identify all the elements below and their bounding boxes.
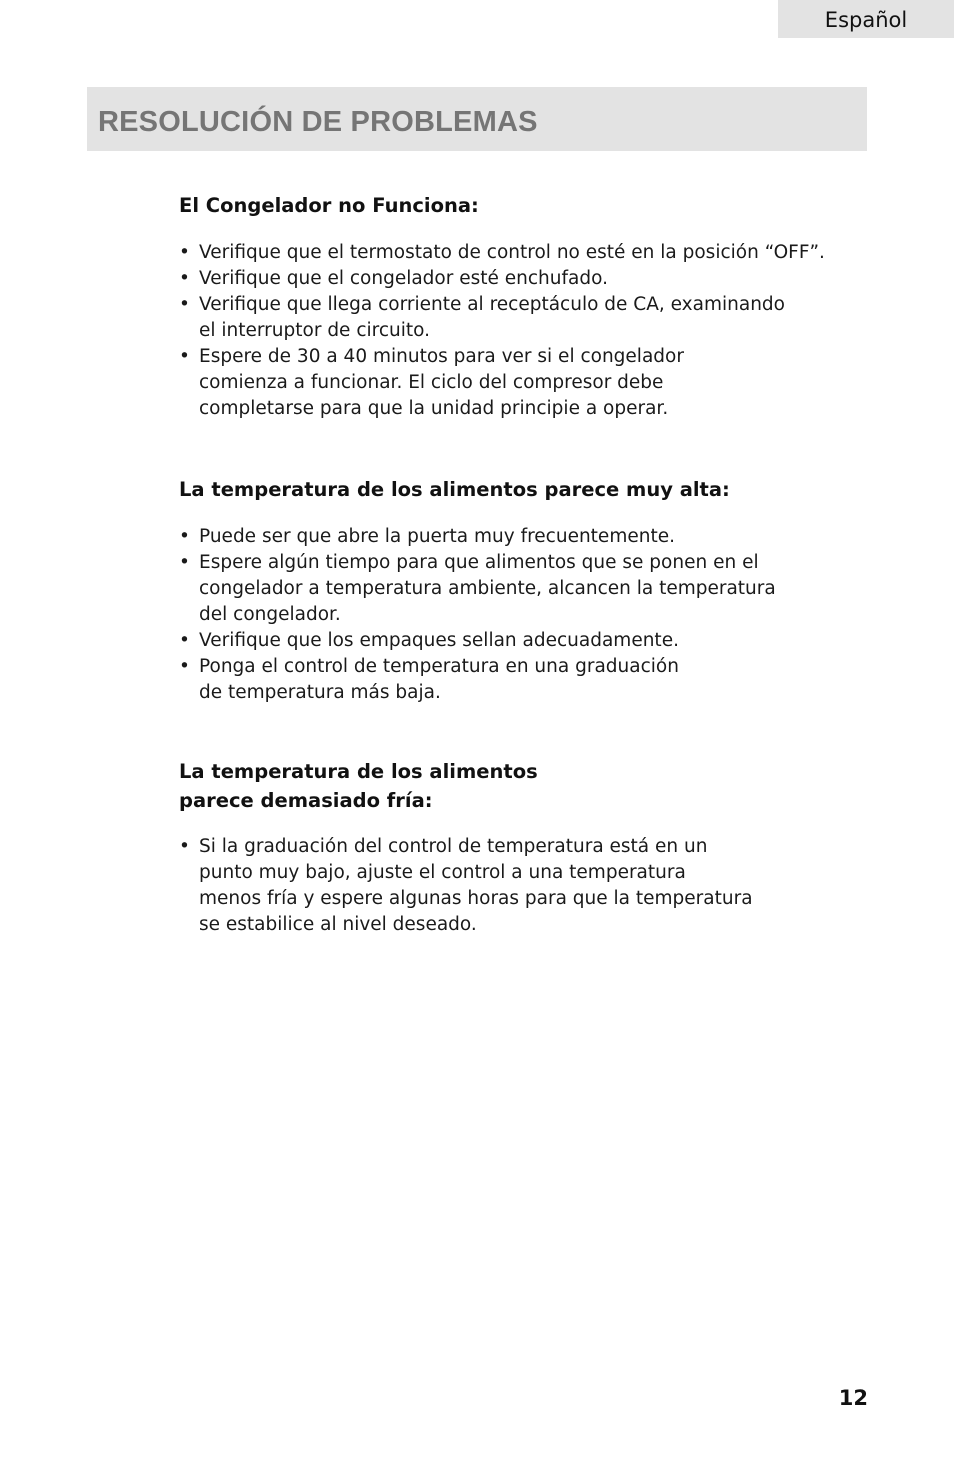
page-title: RESOLUCIÓN DE PROBLEMAS [98,106,538,138]
section-heading-line: parece demasiado fría: [179,789,433,812]
list-item: • Puede ser que abre la puerta muy frecuentemente. [179,526,675,547]
section-heading-line: La temperatura de los alimentos [179,760,538,783]
section-temperature-too-high [179,475,859,706]
bullet-list [179,834,859,938]
section-heading: El Congelador no Funciona: [179,194,479,217]
language-tab: Español [778,0,954,38]
bullet-list [179,240,859,422]
list-item: • Si la graduación del control de temperatura está en un punto muy bajo, ajuste el control a una temperatura menos fría y espere algunas horas para que la temperatura se estabilice al nivel deseado. [179,836,753,935]
title-bar [87,87,867,151]
section-heading: La temperatura de los alimentos parece muy alta: [179,478,730,501]
section-temperature-too-cold [179,757,859,938]
list-item: • Espere algún tiempo para que alimentos que se ponen en el congelador a temperatura ambiente, alcancen la temperatura del congelador. [179,552,776,625]
list-item: • Verifique que el termostato de control no esté en la posición “OFF”. [179,242,825,263]
list-item: • Ponga el control de temperatura en una graduación de temperatura más baja. [179,656,679,703]
list-item: • Verifique que los empaques sellan adecuadamente. [179,630,679,651]
list-item: • Verifique que el congelador esté enchufado. [179,268,608,289]
section-freezer-not-working [179,191,859,422]
page-number: 12 [838,1386,868,1410]
list-item: • Verifique que llega corriente al receptáculo de CA, examinando el interruptor de circuito. [179,294,785,341]
list-item: • Espere de 30 a 40 minutos para ver si el congelador comienza a funcionar. El ciclo del compresor debe completarse para que la unidad principie a operar. [179,346,684,419]
bullet-list [179,524,859,706]
section-heading [179,757,859,815]
